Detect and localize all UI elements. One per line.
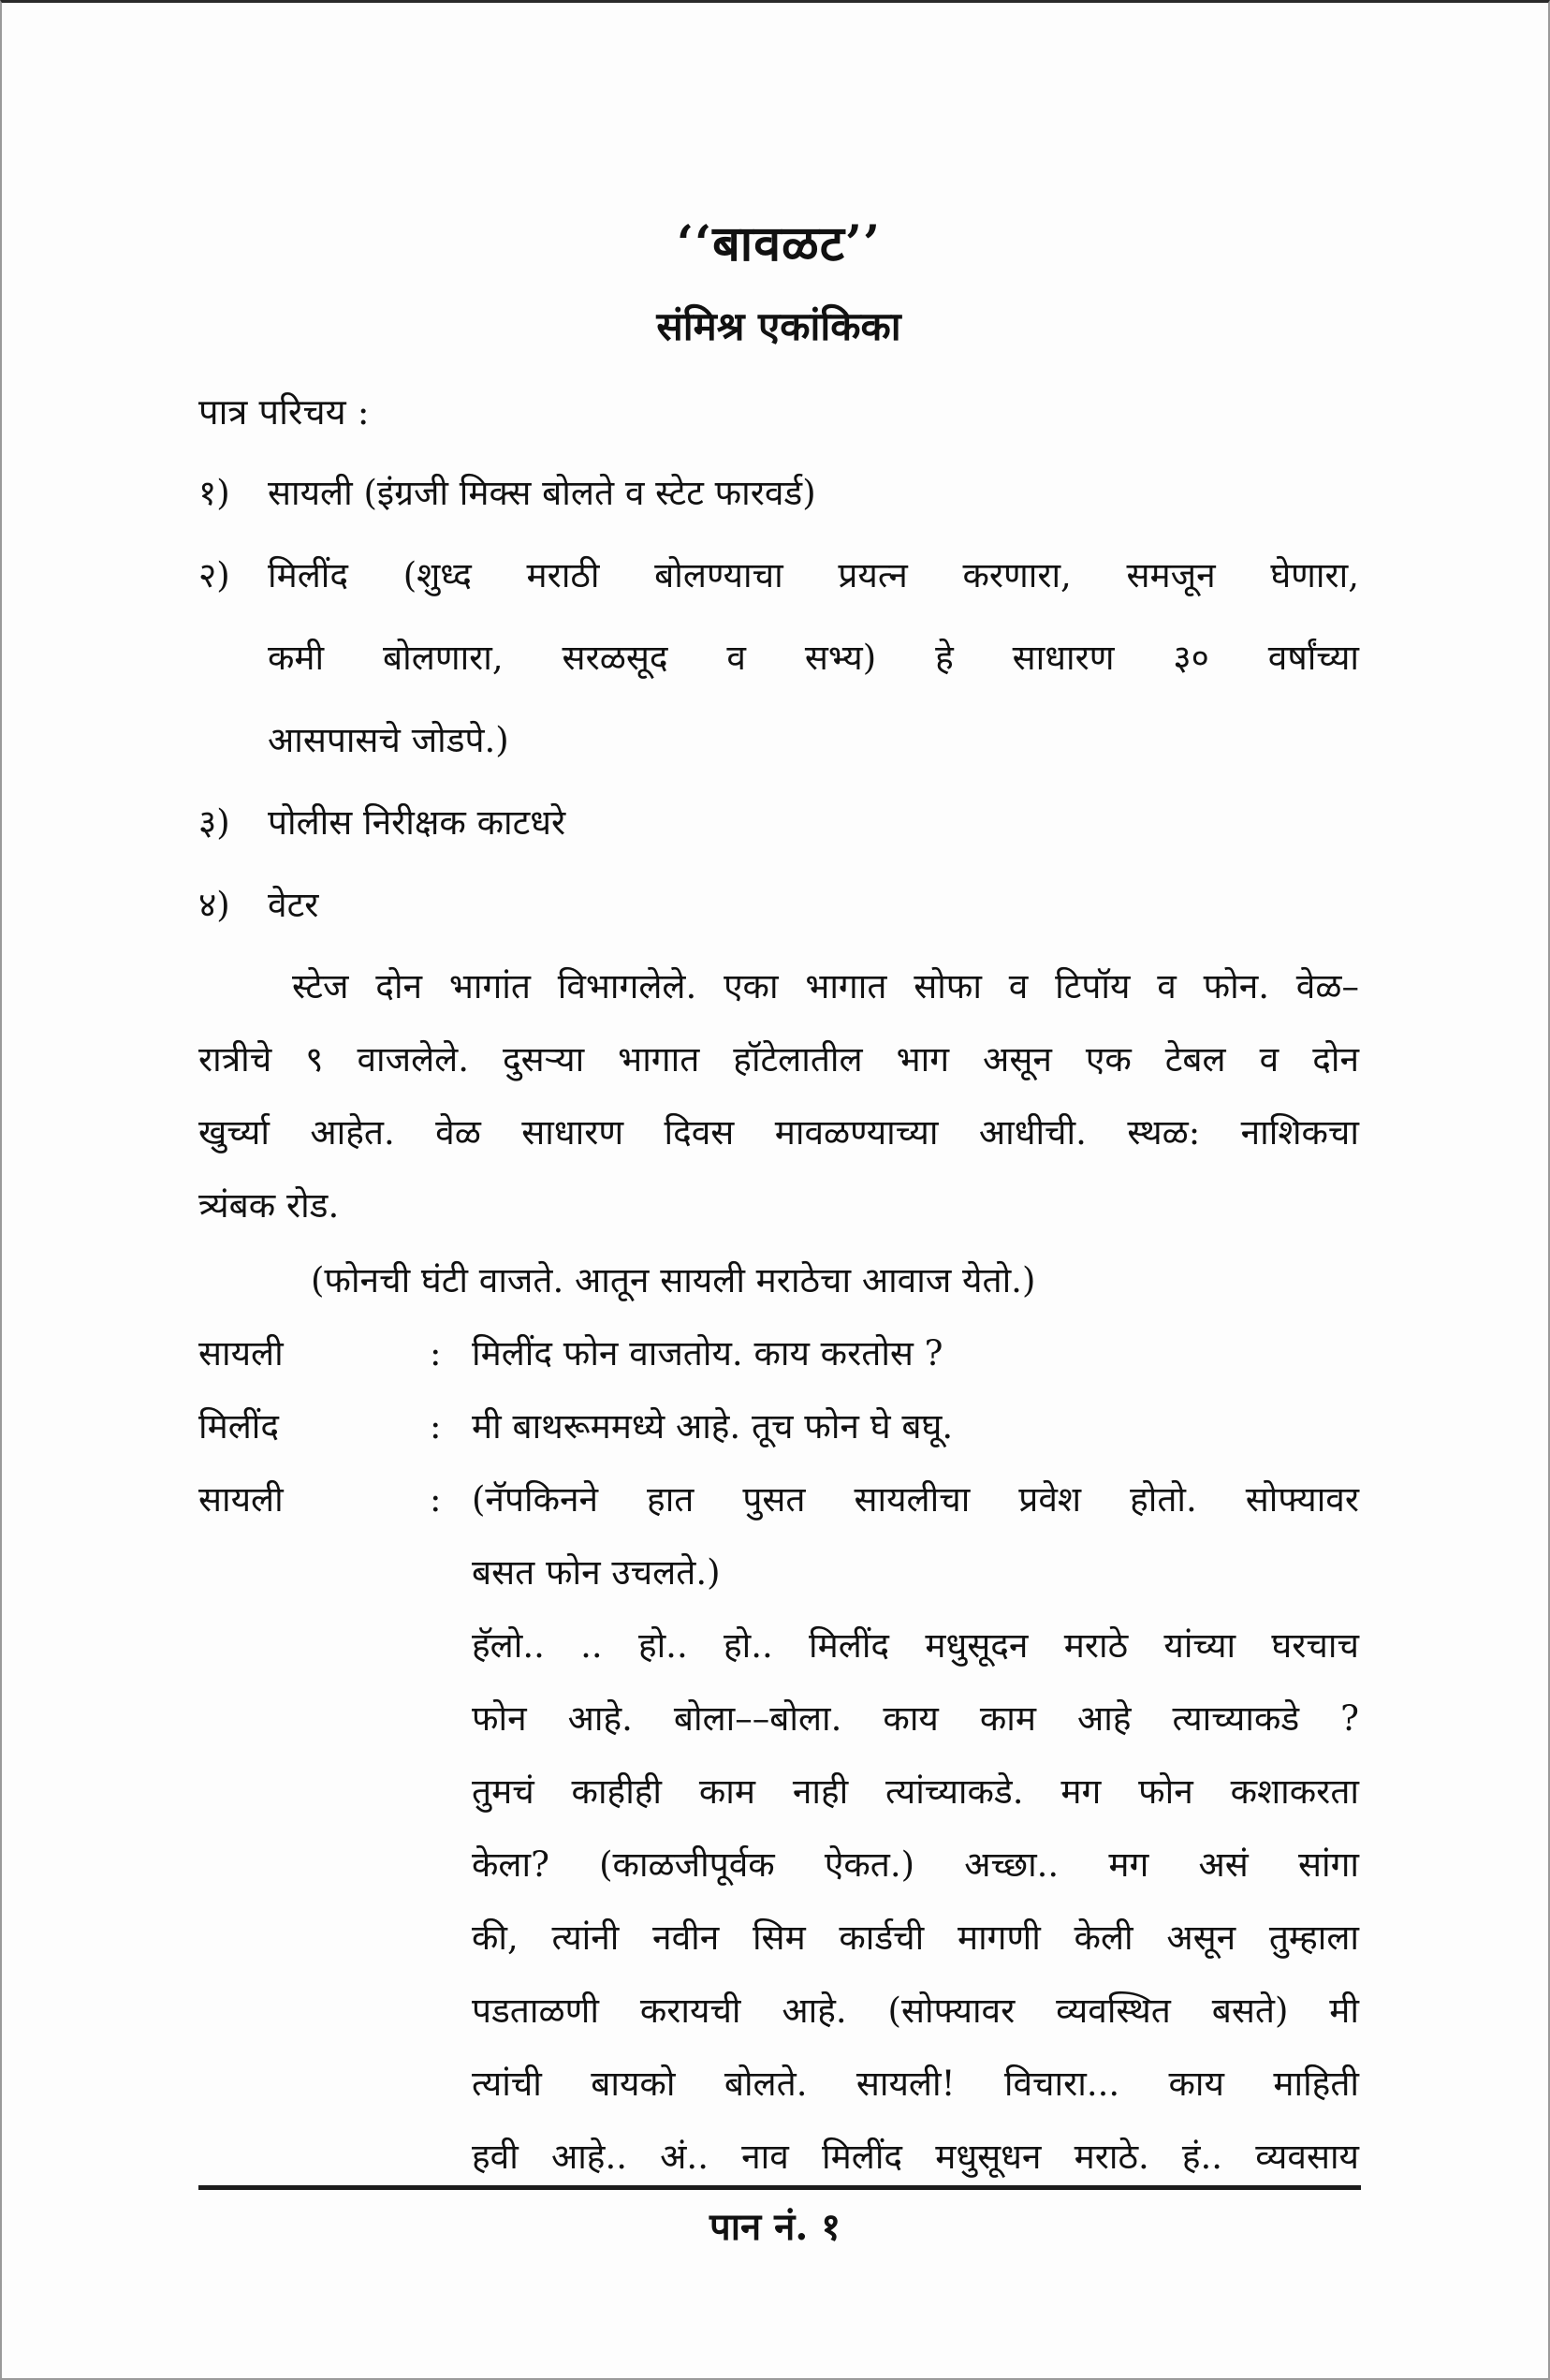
page-content (198, 201, 1359, 2194)
text-line: (नॅपकिनने हात पुसत सायलीचा प्रवेश होतो. सोफ्यावर (472, 1479, 1359, 1520)
play-subtitle: संमिश्र एकांकिका (656, 303, 901, 349)
text-line: पोलीस निरीक्षक काटधरे (268, 802, 566, 843)
text-line: खुर्च्या आहेत. वेळ साधारण दिवस मावळण्याच्या आधीची. स्थळ: नाशिकचा (198, 1112, 1359, 1153)
text-line: की, त्यांनी नवीन सिम कार्डची मागणी केली असून तुम्हाला (472, 1917, 1359, 1958)
cast-item-text (268, 782, 1359, 864)
speaker-name: मिलींद (198, 1406, 280, 1447)
text-line: बसत फोन उचलते.) (472, 1552, 721, 1593)
cast-item-text (268, 864, 1359, 947)
text-line: मिलींद फोन वाजतोय. काय करतोस ? (472, 1333, 943, 1374)
text-line: रात्रीचे ९ वाजलेले. दुसऱ्या भागात हॉटेलातील भाग असून एक टेबल व दोन (198, 1039, 1359, 1080)
cast-item (198, 782, 1359, 864)
cast-item (198, 535, 1359, 782)
speaker-separator: : (430, 1479, 442, 1520)
text-line: तुमचं काहीही काम नाही त्यांच्याकडे. मग फोन कशाकरता (472, 1771, 1359, 1812)
cast-item-text (268, 535, 1359, 782)
text-line: वेटर (268, 885, 319, 925)
cast-item-number: १) (198, 473, 230, 513)
speaker-separator: : (430, 1406, 442, 1447)
text-line: पडताळणी करायची आहे. (सोफ्यावर व्यवस्थित बसते) मी (472, 1991, 1359, 2031)
dialogue-row (198, 1390, 1359, 1463)
text-line: आसपासचे जोडपे.) (268, 720, 509, 760)
text-line: कमी बोलणारा, सरळसूद व सभ्य) हे साधारण ३० वर्षांच्या (268, 638, 1359, 678)
speaker-name: सायली (198, 1333, 284, 1374)
cast-item (198, 452, 1359, 535)
text-line: मी बाथरूममध्ये आहे. तूच फोन घे बघू. (472, 1406, 954, 1447)
text-line: त्यांची बायको बोलते. सायली! विचारा... काय माहिती (472, 2064, 1359, 2104)
cast-item-number: २) (198, 555, 230, 595)
text-line: हॅलो.. .. हो.. हो.. मिलींद मधुसूदन मराठे यांच्या घरचाच (472, 1625, 1359, 1666)
text-line: केला? (काळजीपूर्वक ऐकत.) अच्छा.. मग असं सांगा (472, 1844, 1359, 1885)
dialogue-text (472, 1317, 1359, 1390)
stage-setting-paragraph (198, 950, 1359, 1242)
text-line: त्र्यंबक रोड. (198, 1185, 340, 1226)
footer-divider (198, 2185, 1361, 2190)
text-line: हवी आहे.. अं.. नाव मिलींद मधुसूधन मराठे. हं.. व्यवसाय (472, 2137, 1359, 2177)
text-line: मिलींद (शुध्द मराठी बोलण्याचा प्रयत्न करणारा, समजून घेणारा, (268, 555, 1359, 595)
cast-heading: पात्र परिचय : (198, 391, 370, 433)
cast-item-number: ४) (198, 885, 230, 925)
text-line: फोन आहे. बोला––बोला. काय काम आहे त्याच्याकडे ? (472, 1698, 1359, 1739)
play-title: ‘‘बावळट’’ (676, 215, 882, 272)
cast-list (198, 452, 1359, 947)
dialogue-text (472, 1463, 1359, 2194)
cast-item-text (268, 452, 1359, 535)
cast-item-number: ३) (198, 802, 230, 843)
dialogue-row (198, 1463, 1359, 2194)
text-line: सायली (इंग्रजी मिक्स बोलते व स्टेट फारवर्ड) (268, 473, 816, 513)
text-line: स्टेज दोन भागांत विभागलेले. एका भागात सोफा व टिपॉय व फोन. वेळ– (292, 966, 1359, 1006)
cast-item (198, 864, 1359, 947)
stage-direction: (फोनची घंटी वाजते. आतून सायली मराठेचा आवाज येतो.) (311, 1260, 1036, 1300)
dialogue-section (198, 1317, 1359, 2194)
speaker-separator: : (430, 1333, 442, 1374)
dialogue-row (198, 1317, 1359, 1390)
dialogue-text (472, 1390, 1359, 1463)
speaker-name: सायली (198, 1479, 284, 1520)
page-number: पान नं. १ (709, 2205, 841, 2249)
